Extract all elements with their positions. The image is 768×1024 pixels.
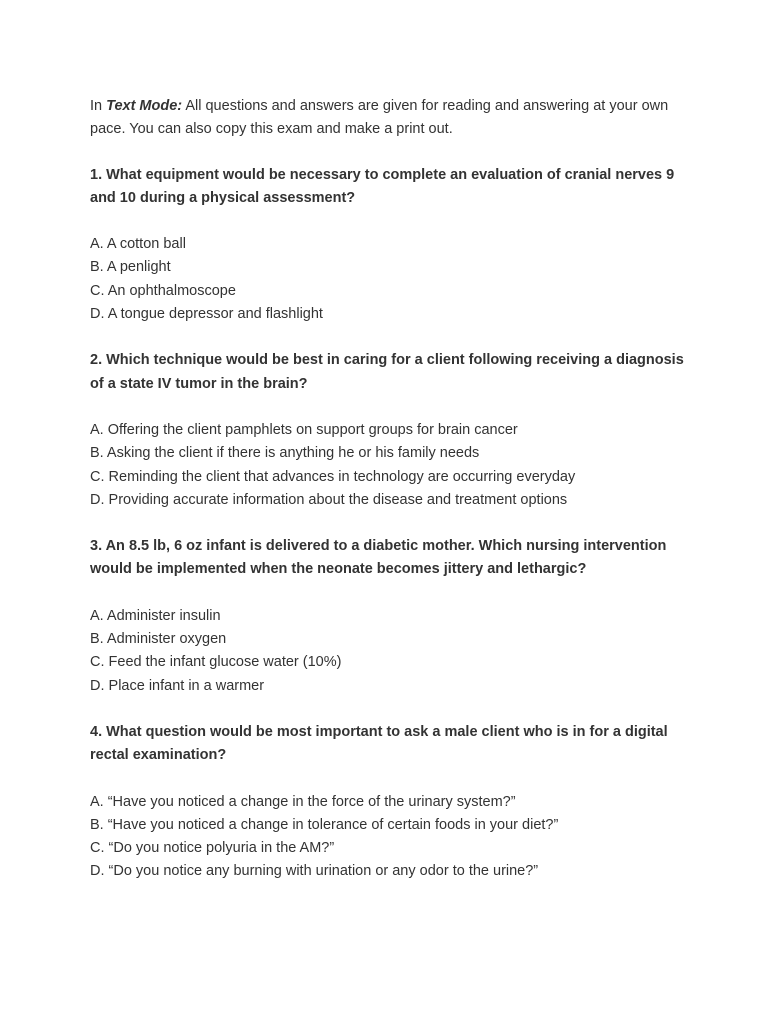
answer-option: B. Asking the client if there is anything he or his family needs (90, 445, 480, 462)
answer-option: D. Place infant in a warmer (90, 677, 265, 694)
answer-option: A. Offering the client pamphlets on support groups for brain cancer (90, 421, 518, 438)
answer-option: D. A tongue depressor and flashlight (90, 306, 323, 323)
answer-option: C. “Do you notice polyuria in the AM?” (90, 840, 335, 857)
answer-option: C. Feed the infant glucose water (10%) (90, 654, 342, 671)
answer-option: A. Administer insulin (90, 607, 221, 624)
question-block-1 (90, 164, 688, 327)
intro-prefix: In (90, 98, 107, 114)
answer-options (90, 791, 688, 884)
answer-option: A. “Have you noticed a change in the force of the urinary system?” (90, 793, 516, 810)
question-block-2 (90, 349, 688, 512)
question-text: 3. An 8.5 lb, 6 oz infant is delivered to a diabetic mother. Which nursing intervention would be implemented when the neonate becomes jittery and lethargic? (90, 538, 667, 578)
question-block-4 (90, 721, 688, 884)
answer-option: C. Reminding the client that advances in technology are occurring everyday (90, 468, 576, 485)
question-text: 1. What equipment would be necessary to complete an evaluation of cranial nerves 9 and 10 during a physical assessment? (90, 166, 675, 206)
answer-option: A. A cotton ball (90, 236, 186, 253)
question-block-3 (90, 535, 688, 698)
answer-options (90, 419, 688, 512)
question-text: 4. What question would be most important to ask a male client who is in for a digital rectal examination? (90, 723, 668, 764)
answer-option: D. Providing accurate information about the disease and treatment options (90, 491, 568, 508)
intro-text: All questions and answers are given for reading and answering at your own pace. You can also copy this exam and make a print out. (90, 98, 669, 138)
answer-option: B. “Have you noticed a change in tolerance of certain foods in your diet?” (90, 816, 559, 833)
answer-options (90, 233, 688, 326)
answer-option: B. A penlight (90, 259, 171, 276)
answer-option: C. An ophthalmoscope (90, 282, 236, 299)
answer-option: D. “Do you notice any burning with urination or any odor to the urine?” (90, 863, 539, 880)
answer-options (90, 605, 688, 698)
intro-paragraph (90, 95, 688, 142)
text-mode-label: Text Mode: (106, 98, 183, 114)
answer-option: B. Administer oxygen (90, 631, 227, 648)
question-text: 2. Which technique would be best in caring for a client following receiving a diagnosis of a state IV tumor in the brain? (90, 352, 684, 392)
